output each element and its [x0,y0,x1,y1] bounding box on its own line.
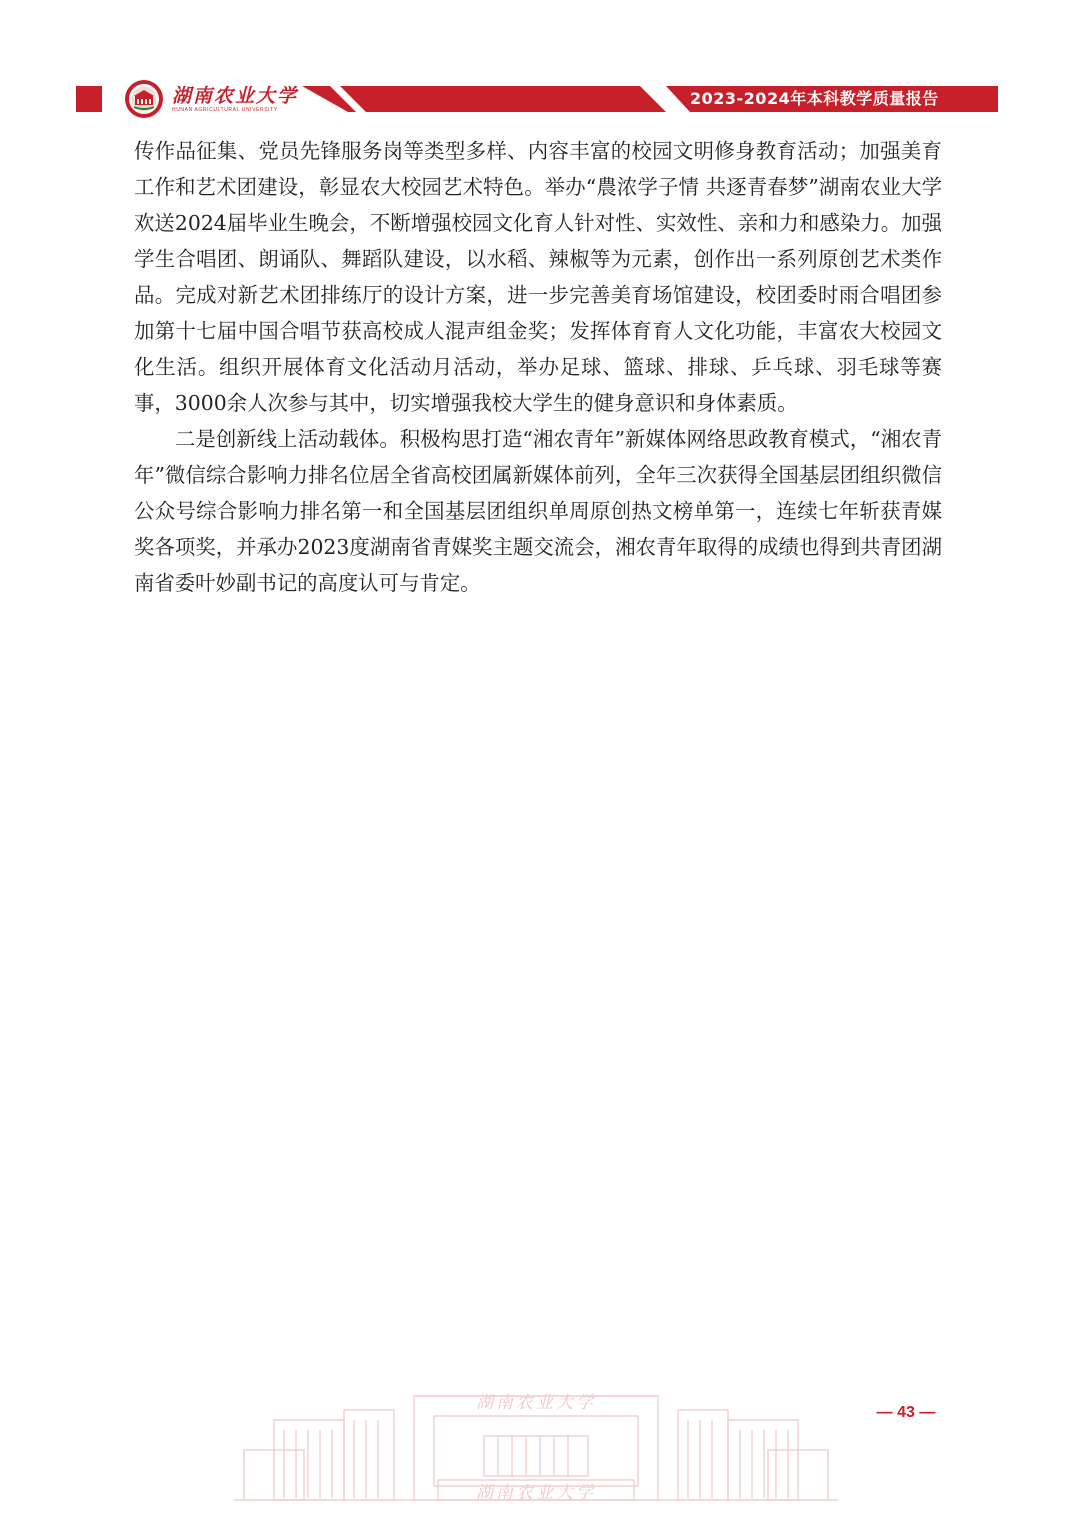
main-content [134,133,942,601]
header-left-block [76,86,102,112]
page-number: — 43 — [876,1404,936,1421]
university-emblem-icon [124,79,164,119]
university-logo [124,78,298,120]
paragraph-2: 二是创新线上活动载体。积极构思打造“湘农青年”新媒体网络思政教育模式，“湘农青年”微信综合影响力排名位居全省高校团属新媒体前列，全年三次获得全国基层团组织微信公众号综合影响力排名第一和全国基层团组织单周原创热文榜单第一，连续七年斩获青媒奖各项奖，并承办2023度湖南省青媒奖主题交流会，湘农青年取得的成绩也得到共青团湖南省委叶妙副书记的高度认可与肯定。 [134,427,942,595]
paragraph-1: 传作品征集、党员先锋服务岗等类型多样、内容丰富的校园文明修身教育活动；加强美育工作和艺术团建设，彰显农大校园艺术特色。举办“農浓学子情 共逐青春梦”湖南农业大学欢送2024届毕业生晚会，不断增强校园文化育人针对性、实效性、亲和力和感染力。加强学生合唱团、朗诵队、舞蹈队建设，以水稻、辣椒等为元素，创作出一系列原创艺术类作品。完成对新艺术团排练厅的设计方案，进一步完善美育场馆建设，校团委时雨合唱团参加第十七届中国合唱节获高校成人混声组金奖；发挥体育育人文化功能，丰富农大校园文化生活。组织开展体育文化活动月活动，举办足球、篮球、排球、乒乓球、羽毛球等赛事，3000余人次参与其中，切实增强我校大学生的健身意识和身体素质。 [134,139,942,415]
logo-english-name: HUNAN AGRICULTURAL UNIVERSITY [172,106,278,113]
campus-building-illustration [234,1380,838,1506]
illustration-title-top: 湖南农业大学 [476,1393,596,1413]
logo-chinese-name: 湖南农业大学 [172,84,299,107]
report-title: 2023-2024年本科教学质量报告 [690,89,939,108]
illustration-title-bottom: 湖南农业大学 [476,1483,596,1503]
